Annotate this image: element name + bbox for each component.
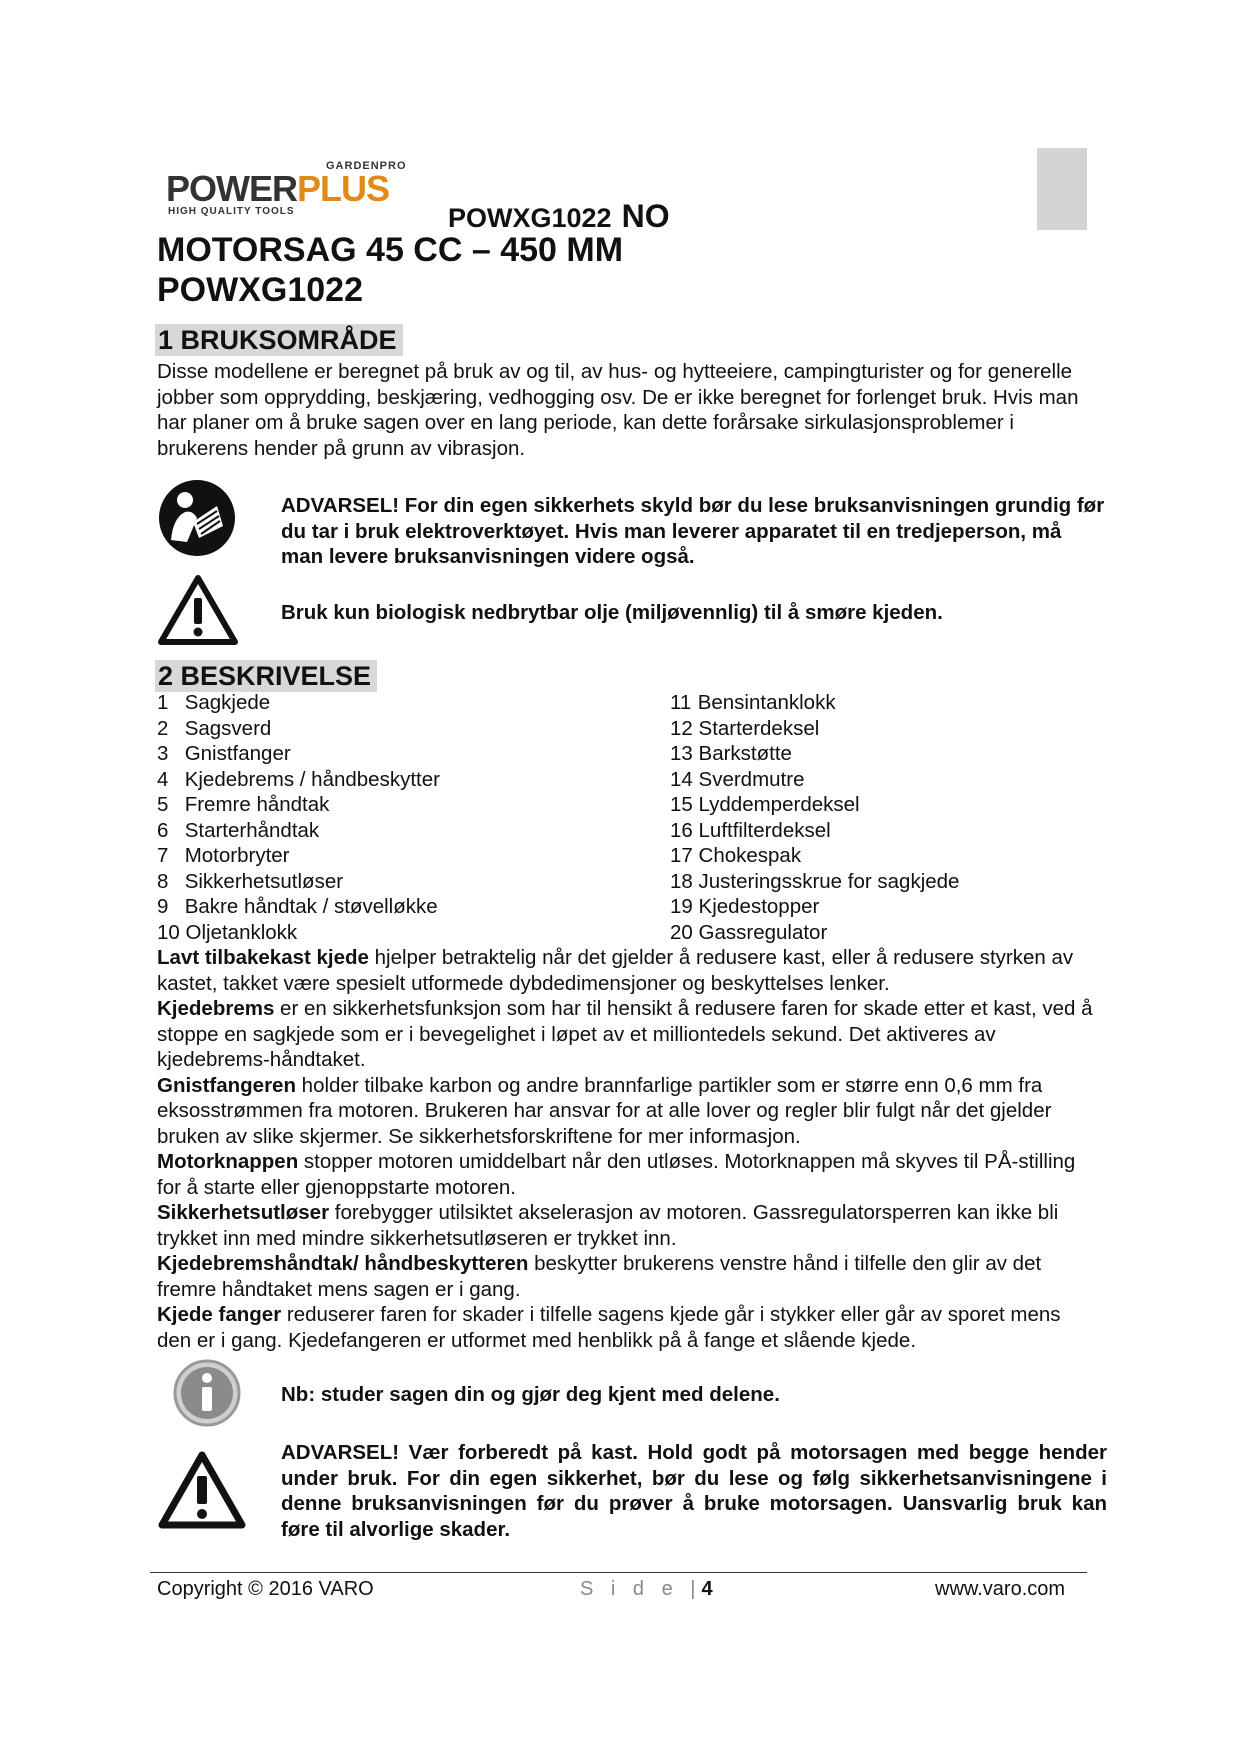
- feature-text: holder tilbake karbon og andre brannfarlige partikler som er større enn 0,6 mm fra eksosstrømmen fra motoren. Brukeren har ansvar for at alle lover og regler blir fulgt når det gjelder bruken av slike skjermer. Se sikkerhetsforskriftene for mer informasjon.: [157, 1073, 1052, 1148]
- part-label: Kjedestopper: [698, 895, 820, 918]
- part-number: 2: [157, 716, 169, 740]
- parts-list-item: [670, 869, 959, 895]
- part-label: Gnistfanger: [184, 742, 291, 765]
- feature-text: beskytter brukerens venstre hånd i tilfelle den glir av det fremre håndtaket mens sagen er i gang.: [157, 1252, 1042, 1301]
- parts-list-item: [157, 792, 440, 818]
- info-icon: [172, 1358, 242, 1428]
- feature-descriptions: [157, 945, 1097, 1353]
- page-tab-marker: [1037, 148, 1087, 230]
- feature-text: er en sikkerhetsfunksjon som har til hensikt å redusere faren for skade etter et kast, ved å stoppe en sagkjede som er i bevegelighet i løpet av et milliontedels sekund. Det aktiveres av kjedebrems-håndtaket.: [157, 997, 1093, 1071]
- part-number: 19: [670, 895, 693, 918]
- parts-list-item: [157, 741, 440, 767]
- footer-copyright: Copyright © 2016 VARO: [157, 1578, 374, 1600]
- warning-oil-text: Bruk kun biologisk nedbrytbar olje (miljøvennlig) til å smøre kjeden.: [281, 601, 943, 624]
- feature-term: Lavt tilbakekast kjede: [157, 946, 369, 969]
- feature-text: hjelper betraktelig når det gjelder å redusere kast, eller å redusere styrken av kastet, takket være spesielt utformede dybdedimensjoner og beskyttelses lenker.: [157, 946, 1074, 995]
- feature-term: Kjede fanger: [157, 1303, 282, 1326]
- brand-top-text: GARDENPRO: [326, 160, 407, 172]
- part-number: 13: [670, 742, 693, 765]
- document-title: MOTORSAG 45 CC – 450 MM POWXG1022: [157, 231, 624, 309]
- part-number: 11: [670, 691, 692, 714]
- part-label: Justeringsskrue for sagkjede: [698, 869, 960, 893]
- feature-term: Kjedebremshåndtak/ håndbeskytteren: [157, 1252, 529, 1275]
- part-number: 20: [670, 920, 693, 944]
- parts-list-item: [670, 741, 959, 767]
- feature-description: [157, 1149, 1097, 1200]
- part-number: 15: [670, 793, 693, 816]
- part-label: Sagkjede: [184, 691, 271, 714]
- part-number: 9: [157, 895, 169, 918]
- feature-text: stopper motoren umiddelbart når den utløses. Motorknappen må skyves til PÅ-stilling for å starte eller gjenoppstarte motoren.: [157, 1150, 1076, 1199]
- part-label: Motorbryter: [184, 844, 290, 867]
- part-label: Luftfilterdeksel: [698, 818, 831, 842]
- feature-description: [157, 1251, 1097, 1302]
- warning-triangle-icon: [157, 1450, 247, 1530]
- feature-text: forebygger utilsiktet akselerasjon av motoren. Gassregulatorsperren kan ikke bli trykket inn med mindre sikkerhetsutløseren er trykket inn.: [157, 1201, 1059, 1250]
- part-number: 6: [157, 818, 169, 842]
- feature-description: [157, 945, 1097, 996]
- part-label: Bensintanklokk: [697, 691, 836, 714]
- warning-triangle-icon: [157, 574, 239, 646]
- parts-list-item: [670, 894, 959, 920]
- parts-list-item: [670, 716, 959, 742]
- part-label: Fremre håndtak: [184, 793, 330, 816]
- parts-list-item: [670, 792, 959, 818]
- feature-description: [157, 996, 1097, 1073]
- header-model: POWXG1022 NO: [448, 198, 670, 234]
- part-number: 1: [157, 691, 169, 714]
- page-number: 4: [701, 1578, 713, 1600]
- part-label: Sikkerhetsutløser: [184, 869, 344, 893]
- parts-list-item: [157, 894, 440, 920]
- part-number: 10: [157, 920, 180, 944]
- parts-list-item: [670, 818, 959, 844]
- brand-wordmark: POWERPLUS: [166, 168, 390, 209]
- brand-logo: [166, 160, 416, 220]
- warning-kickback-text: ADVARSEL! Vær forberedt på kast. Hold godt på motorsagen med begge hender under bruk. For din egen sikkerhet, bør du lese og følg sikkerhetsanvisningene i denne bruksanvisningen før du prøver å bruke motorsagen. Uansvarlig bruk kan føre til alvorlige skader.: [281, 1441, 1107, 1541]
- section-heading-bruksomrade: 1 BRUKSOMRÅDE: [155, 324, 403, 356]
- parts-list-item: [157, 920, 440, 946]
- parts-list-item: [157, 767, 440, 793]
- part-label: Chokespak: [698, 844, 802, 867]
- parts-list-item: [670, 690, 959, 716]
- feature-term: Kjedebrems: [157, 997, 275, 1020]
- feature-term: Motorknappen: [157, 1150, 299, 1173]
- parts-list-item: [157, 716, 440, 742]
- language-code: NO: [621, 198, 670, 234]
- parts-list-item: [670, 920, 959, 946]
- part-label: Sagsverd: [184, 716, 272, 740]
- parts-list-left: [157, 690, 440, 945]
- part-label: Oljetanklokk: [185, 920, 298, 944]
- part-label: Starterdeksel: [698, 716, 820, 740]
- read-manual-icon: [157, 478, 237, 558]
- parts-list-item: [670, 843, 959, 869]
- part-number: 3: [157, 742, 169, 765]
- part-number: 17: [670, 844, 693, 867]
- feature-text: reduserer faren for skader i tilfelle sagens kjede går i stykker eller går av sporet mens den er i gang. Kjedefangeren er utformet med henblikk på å fange et slående kjede.: [157, 1303, 1061, 1352]
- feature-description: [157, 1302, 1097, 1353]
- warning-read-manual-text: ADVARSEL! For din egen sikkerhets skyld bør du lese bruksanvisningen grundig før du tar i bruk elektroverktøyet. Hvis man leverer apparatet til en tredjeperson, må man levere bruksanvisningen videre også.: [281, 494, 1105, 568]
- part-label: Barkstøtte: [698, 742, 792, 765]
- brand-tagline: HIGH QUALITY TOOLS: [168, 206, 295, 217]
- note-text: Nb: studer sagen din og gjør deg kjent med delene.: [281, 1383, 780, 1406]
- part-number: 18: [670, 869, 693, 893]
- part-number: 7: [157, 844, 169, 867]
- part-number: 8: [157, 869, 169, 893]
- part-label: Bakre håndtak / støvelløkke: [184, 895, 438, 918]
- footer-divider: [150, 1572, 1087, 1573]
- parts-list-item: [157, 869, 440, 895]
- part-label: Starterhåndtak: [184, 818, 320, 842]
- part-number: 4: [157, 767, 169, 791]
- footer-website: www.varo.com: [935, 1578, 1066, 1600]
- parts-list-item: [157, 690, 440, 716]
- section-heading-beskrivelse: 2 BESKRIVELSE: [155, 660, 377, 692]
- intended-use-text: Disse modellene er beregnet på bruk av og til, av hus- og hytteeiere, campingturister og for generelle jobber som opprydding, beskjæring, vedhogging osv. De er ikke beregnet for forlenget bruk. Hvis man har planer om å bruke sagen over en lang periode, kan dette forårsake sirkulasjonsproblemer i brukerens hender på grunn av vibrasjon.: [157, 360, 1079, 460]
- part-label: Gassregulator: [698, 920, 828, 944]
- part-label: Sverdmutre: [698, 767, 805, 791]
- feature-description: [157, 1073, 1097, 1150]
- feature-description: [157, 1200, 1097, 1251]
- parts-list-right: [670, 690, 959, 945]
- part-number: 5: [157, 793, 169, 816]
- part-label: Lyddemperdeksel: [698, 793, 860, 816]
- parts-list-item: [670, 767, 959, 793]
- part-number: 14: [670, 767, 693, 791]
- parts-list-item: [157, 843, 440, 869]
- part-label: Kjedebrems / håndbeskytter: [184, 767, 440, 791]
- part-number: 12: [670, 716, 693, 740]
- parts-list-item: [157, 818, 440, 844]
- feature-term: Gnistfangeren: [157, 1073, 296, 1097]
- footer-page: S i d e |4: [580, 1578, 713, 1600]
- part-number: 16: [670, 818, 693, 842]
- feature-term: Sikkerhetsutløser: [157, 1201, 330, 1224]
